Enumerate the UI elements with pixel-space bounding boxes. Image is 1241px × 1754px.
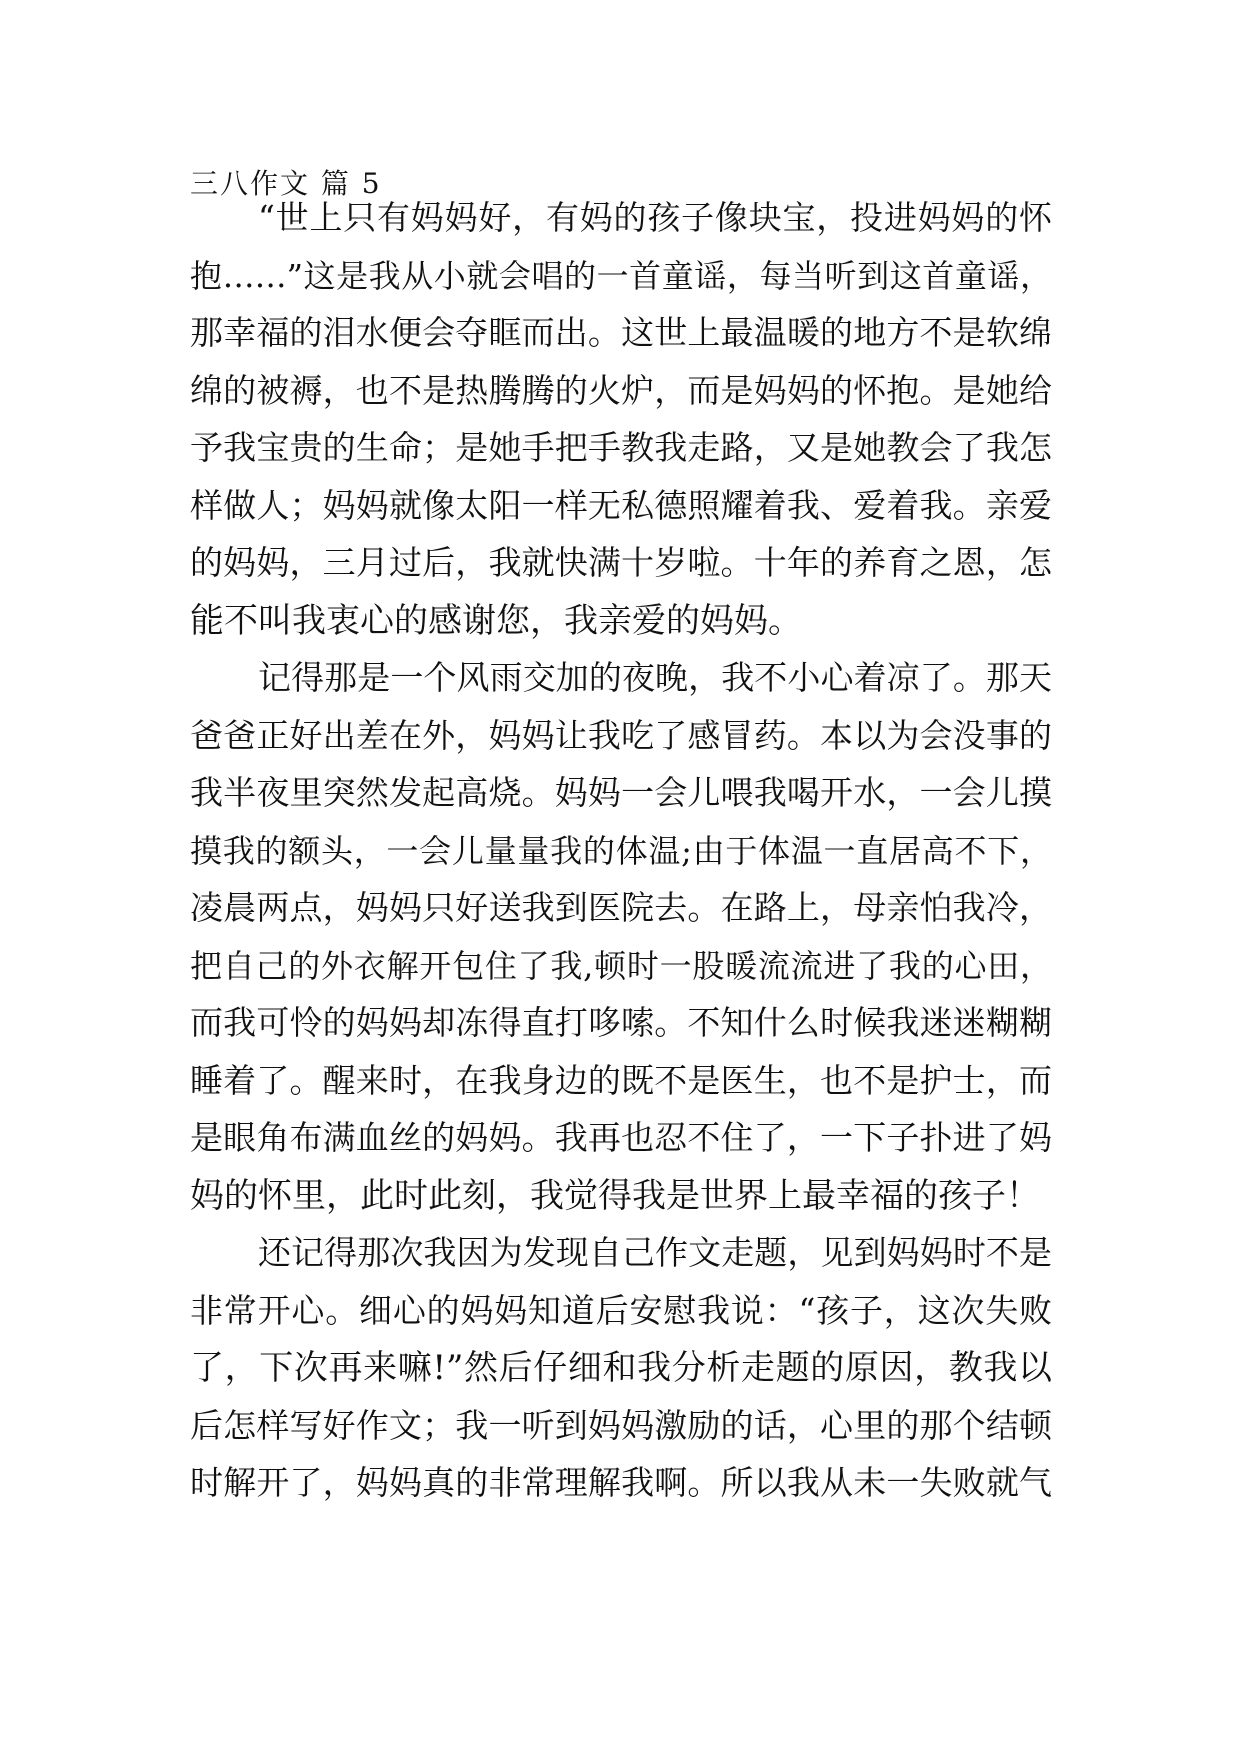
paragraph-2-line-5: 凌晨两点，妈妈只好送我到医院去。在路上，母亲怕我冷， — [190, 888, 1052, 927]
paragraph-1-line-5: 予我宝贵的生命；是她手把手教我走路，又是她教会了我怎 — [190, 428, 1052, 467]
paragraph-2-line-8: 睡着了。醒来时，在我身边的既不是医生，也不是护士，而 — [190, 1061, 1052, 1100]
paragraph-2-line-2: 爸爸正好出差在外，妈妈让我吃了感冒药。本以为会没事的 — [190, 716, 1052, 755]
paragraph-1-line-3: 那幸福的泪水便会夺眶而出。这世上最温暖的地方不是软绵 — [190, 313, 1052, 352]
paragraph-2-line-7: 而我可怜的妈妈却冻得直打哆嗦。不知什么时候我迷迷糊糊 — [190, 1003, 1052, 1042]
paragraph-2-line-1: 记得那是一个风雨交加的夜晚，我不小心着凉了。那天 — [258, 658, 1052, 697]
paragraph-2-line-9: 是眼角布满血丝的妈妈。我再也忍不住了，一下子扑进了妈 — [190, 1118, 1052, 1157]
document-title: 三八作文 篇 5 — [190, 167, 382, 200]
paragraph-3-line-1: 还记得那次我因为发现自己作文走题，见到妈妈时不是 — [258, 1233, 1052, 1272]
paragraph-1-line-7: 的妈妈，三月过后，我就快满十岁啦。十年的养育之恩，怎 — [190, 543, 1052, 582]
paragraph-2-line-3: 我半夜里突然发起高烧。妈妈一会儿喂我喝开水，一会儿摸 — [190, 773, 1052, 812]
paragraph-1-line-1: “世上只有妈妈好，有妈的孩子像块宝，投进妈妈的怀 — [258, 198, 1052, 237]
paragraph-1-line-6: 样做人；妈妈就像太阳一样无私德照耀着我、爱着我。亲爱 — [190, 486, 1052, 525]
paragraph-3-line-4: 后怎样写好作文；我一听到妈妈激励的话，心里的那个结顿 — [190, 1406, 1052, 1445]
paragraph-3-line-2: 非常开心。细心的妈妈知道后安慰我说：“孩子，这次失败 — [190, 1291, 1052, 1330]
paragraph-1-line-4: 绵的被褥，也不是热腾腾的火炉，而是妈妈的怀抱。是她给 — [190, 371, 1052, 410]
paragraph-2-line-10: 妈的怀里，此时此刻，我觉得我是世界上最幸福的孩子！ — [190, 1176, 1040, 1216]
paragraph-1-line-8: 能不叫我衷心的感谢您，我亲爱的妈妈。 — [190, 601, 802, 641]
paragraph-2-line-6: 把自己的外衣解开包住了我,顿时一股暖流流进了我的心田， — [190, 947, 1052, 985]
paragraph-3-line-5: 时解开了，妈妈真的非常理解我啊。所以我从未一失败就气 — [190, 1463, 1052, 1502]
paragraph-2-line-4: 摸我的额头，一会儿量量我的体温;由于体温一直居高不下， — [190, 832, 1052, 870]
paragraph-3-line-3: 了，下次再来嘛!”然后仔细和我分析走题的原因，教我以 — [190, 1348, 1052, 1388]
paragraph-1-line-2: 抱……”这是我从小就会唱的一首童谣，每当听到这首童谣， — [190, 257, 1052, 295]
